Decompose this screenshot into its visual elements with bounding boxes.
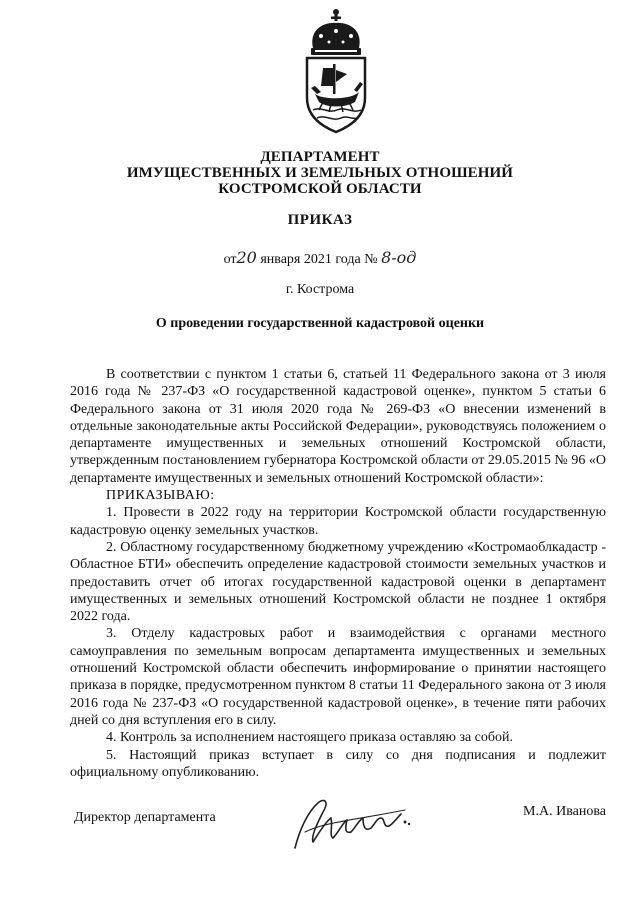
order-item-2: 2. Областному государственному бюджетному учреждению «Костромаоблкадастр - Областное БТИ» обеспечить определение кадастровой стоимости земельных участков и предоставить отчет об итогах государственной кадастровой оценки в департамент имущественных и земельных отношений Костромской области не позднее 1 октября 2022 года. bbox=[70, 539, 606, 625]
document-subject: О проведении государственной кадастровой оценки bbox=[155, 316, 485, 331]
order-item-4: 4. Контроль за исполнением настоящего приказа оставляю за собой. bbox=[106, 730, 514, 746]
date-rest: января 2021 года № bbox=[260, 252, 378, 267]
order-item-5: 5. Настоящий приказ вступает в силу со дня подписания и подлежит официальному опубликованию. bbox=[70, 747, 606, 780]
order-item-1: 1. Провести в 2022 году на территории Костромской области государственную кадастровую оценку земельных участков. bbox=[70, 505, 606, 538]
order-item-3: 3. Отделу кадастровых работ и взаимодействия с органами местного самоуправления по земельным вопросам департамента имущественных и земельных отношений Костромской области обеспечить информирование о принятии настоящего приказа в порядке, предусмотренном пунктом 8 статьи 11 Федерального закона от 3 июля 2016 года № 237-ФЗ «О государственной кадастровой оценке», в течение пяти рабочих дней со дня вступления его в силу. bbox=[70, 626, 606, 728]
date-number-line bbox=[0, 248, 640, 268]
coat-of-arms-icon bbox=[293, 8, 379, 134]
department-name-line-2: ИМУЩЕСТВЕННЫХ И ЗЕМЕЛЬНЫХ ОТНОШЕНИЙ bbox=[126, 165, 514, 181]
document-type-title: ПРИКАЗ bbox=[287, 212, 353, 228]
signatory-position: Директор департамента bbox=[74, 810, 216, 825]
department-name-line-3: КОСТРОМСКОЙ ОБЛАСТИ bbox=[218, 181, 422, 197]
document-number: 8-од bbox=[381, 248, 417, 267]
preamble-paragraph: В соответствии с пунктом 1 статьи 6, статьей 11 Федерального закона от 3 июля 2016 года № 237-ФЗ «О государственной кадастровой оценке», пунктом 5 статьи 6 Федерального закона от 31 июля 2020 года № 269-ФЗ «О внесении изменений в отдельные законодательные акты Российской Федерации», руководствуясь положением о департаменте имущественных и земельных отношений Костромской области, утвержденным постановлением губернатора Костромской области от 29.05.2015 № 96 «О департаменте имущественных и земельных отношений Костромской области»: bbox=[70, 367, 606, 486]
date-day: 20 bbox=[236, 248, 257, 267]
date-prefix: от bbox=[223, 252, 237, 267]
city-line: г. Кострома bbox=[285, 282, 355, 297]
department-name-line-1: ДЕПАРТАМЕНТ bbox=[260, 149, 380, 165]
signatory-name: М.А. Иванова bbox=[523, 804, 606, 819]
document-body bbox=[70, 366, 606, 781]
handwritten-signature bbox=[285, 792, 415, 854]
signature-block bbox=[70, 802, 606, 862]
order-word: ПРИКАЗЫВАЮ: bbox=[106, 488, 215, 504]
